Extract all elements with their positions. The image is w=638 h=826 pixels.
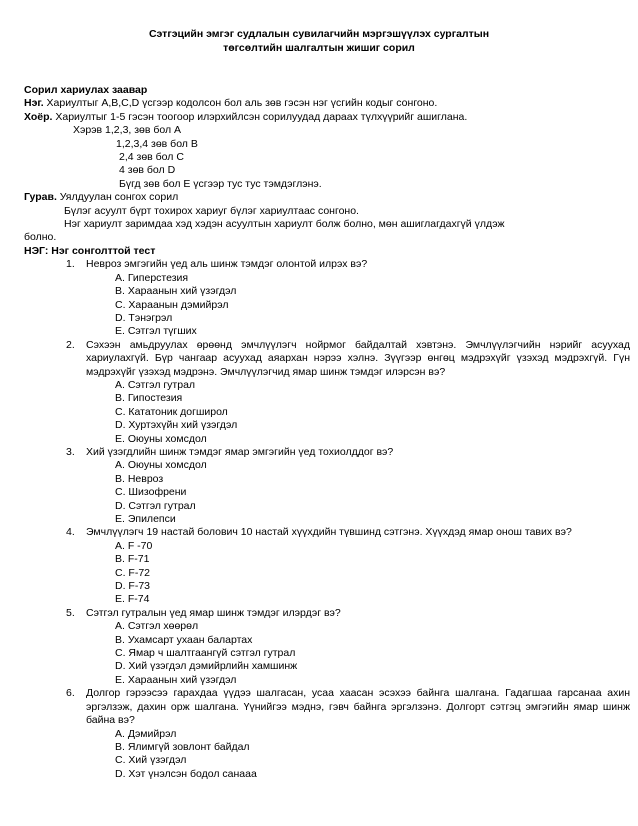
- instruction-three-line-3: Нэг хариулт заримдаа хэд хэдэн асуултын хариулт болж болно, мөн ашиглагдахгүй үлдэж: [64, 218, 505, 231]
- answer-options: [115, 540, 616, 607]
- answer-option: C. Хараанын дэмийрэл: [115, 298, 229, 311]
- question-number: 4.: [66, 526, 75, 539]
- instruction-two-label: Хоёр.: [24, 110, 53, 123]
- answer-options: [115, 728, 616, 782]
- answer-option: A. Сэтгэл гутрал: [115, 378, 196, 391]
- answer-options: [115, 379, 616, 446]
- section-title: НЭГ: Нэг сонголттой тест: [24, 244, 156, 257]
- instruction-two: [24, 111, 616, 124]
- question-number: 5.: [66, 606, 75, 619]
- answer-option: A. Дэмийрэл: [115, 727, 177, 740]
- answer-option: B. F-71: [115, 553, 150, 566]
- question-2: [24, 338, 630, 446]
- answer-option: A. Оюуны хомсдол: [115, 459, 207, 472]
- answer-option: D. Сэтгэл гутрал: [115, 499, 196, 512]
- answer-option: E. F-74: [115, 593, 150, 606]
- answer-option: B. Ялимгүй зовлонт байдал: [115, 740, 250, 753]
- answer-option: C. F-72: [115, 566, 151, 579]
- answer-options: [115, 272, 616, 339]
- answer-option: D. F-73: [115, 580, 151, 593]
- answer-option: E. Эпилепси: [115, 513, 176, 525]
- instruction-three-label: Гурав.: [24, 191, 57, 204]
- question-1: [24, 258, 616, 338]
- key-line: 1,2,3,4 зөв бол B: [116, 137, 198, 150]
- instructions-heading: Сорил хариулах заавар: [24, 84, 148, 96]
- instruction-three: [24, 191, 616, 204]
- question-number: 3.: [66, 445, 75, 458]
- question-text: Долгор гэрээсээ гарахдаа үүдээ шалгасан, усаа хаасан эсэхээ байнга шалгана. Гадагшаа гарсанаа ахин эргэлзэж, дахин орж шалгана. Үүнийгээ мэднэ, гэвч байнга эргэлзэнэ. Долгорт сэтгэц эмгэгийн ямар шинж байна вэ?: [86, 687, 630, 727]
- instruction-one-label: Нэг.: [24, 97, 44, 110]
- question-3: [24, 446, 616, 526]
- instruction-three-line-2: Бүлэг асуулт бүрт тохирох хариуг бүлэг хариултаас сонгоно.: [64, 204, 359, 217]
- answer-option: D. Тэнэгрэл: [115, 311, 173, 324]
- answer-option: A. Сэтгэл хөөрөл: [115, 620, 199, 633]
- answer-option: E. Хараанын хий үзэгдэл: [115, 673, 237, 686]
- answer-option: B. Хараанын хий үзэгдэл: [115, 285, 237, 298]
- answer-option: A. F -70: [115, 539, 153, 552]
- answer-option: E. Оюуны хомсдол: [115, 432, 207, 445]
- question-4: [24, 526, 616, 606]
- answer-options: [115, 620, 616, 687]
- question-text: Невроз эмгэгийн үед аль шинж тэмдэг олонтой илрэх вэ?: [86, 258, 368, 271]
- answer-option: E. Сэтгэл түгших: [115, 325, 197, 338]
- question-text: Сэхээн амьдруулах өрөөнд эмчлүүлэгч нойрмог байдалтай хэвтэнэ. Эмчлүүлэгчийн нэрийг асуухад хариулахгүй. Бүр чангаар асуухад аяархан нэрээ хэлнэ. Зүүгээр өнгөц мэдрэхүйг үзэхэд мэдрэхгүй. Гүн мэдрэхүйг үзэхэд мэдрэнэ. Эмчлүүлэгчид ямар шинж тэмдэг илэрсэн вэ?: [86, 338, 630, 378]
- question-number: 6.: [66, 687, 75, 700]
- instruction-three-text: Уялдуулан сонгох сорил: [56, 191, 179, 204]
- answer-option: C. Кататоник догширол: [115, 405, 228, 418]
- answer-option: D. Хий үзэгдэл дэмийрлийн хамшинж: [115, 660, 298, 673]
- answer-option: B. Невроз: [115, 472, 164, 485]
- question-number: 1.: [66, 258, 75, 271]
- question-text: Хий үзэгдлийн шинж тэмдэг ямар эмгэгийн үед тохиолддог вэ?: [86, 445, 394, 458]
- answer-options: [115, 459, 616, 526]
- key-line: 2,4 зөв бол C: [119, 151, 184, 164]
- answer-option: D. Хэт үнэлсэн бодол санааа: [115, 767, 257, 780]
- answer-option: C. Ямар ч шалтгаангүй сэтгэл гутрал: [115, 647, 296, 660]
- question-text: Эмчлүүлэгч 19 настай болович 10 настай хүүхдийн түвшинд сэтгэнэ. Хүүхдэд ямар онош тавих вэ?: [86, 526, 572, 539]
- question-number: 2.: [66, 338, 75, 351]
- document-title-line-1: Сэтгэцийн эмгэг судлалын сувилагчийн мэргэшүүлэх сургалтын: [148, 28, 490, 40]
- answer-option: B. Гипостезия: [115, 392, 183, 405]
- instruction-three-line-4: болно.: [24, 231, 57, 244]
- key-line: 4 зөв бол D: [119, 164, 176, 177]
- instruction-one: [24, 97, 616, 110]
- key-line: Бүгд зөв бол E үсгээр тус тус тэмдэглэнэ.: [119, 177, 322, 190]
- instruction-two-text: Хариултыг 1-5 гэсэн тоогоор илэрхийлсэн сорилуудад дараах түлхүүрийг ашиглана.: [52, 110, 468, 123]
- answer-option: B. Ухамсарт ухаан балартах: [115, 633, 253, 646]
- document-title-line-2: төгсөлтийн шалгалтын жишиг сорил: [223, 42, 415, 54]
- answer-option: D. Хуртэхүйн хий үзэгдэл: [115, 419, 238, 432]
- key-line: Хэрэв 1,2,3, зөв бол A: [73, 124, 182, 137]
- answer-option: A. Гиперстезия: [115, 271, 189, 284]
- question-6: [24, 687, 630, 781]
- question-5: [24, 607, 616, 687]
- answer-option: C. Шизофрени: [115, 486, 187, 499]
- question-text: Сэтгэл гутралын үед ямар шинж тэмдэг илэрдэг вэ?: [86, 606, 341, 619]
- instructions-block: [24, 84, 630, 781]
- instruction-one-text: Хариултыг A,B,C,D үсгээр кодолсон бол аль зөв гэсэн нэг үсгийн кодыг сонгоно.: [43, 97, 438, 110]
- answer-option: C. Хий үзэгдэл: [115, 754, 187, 767]
